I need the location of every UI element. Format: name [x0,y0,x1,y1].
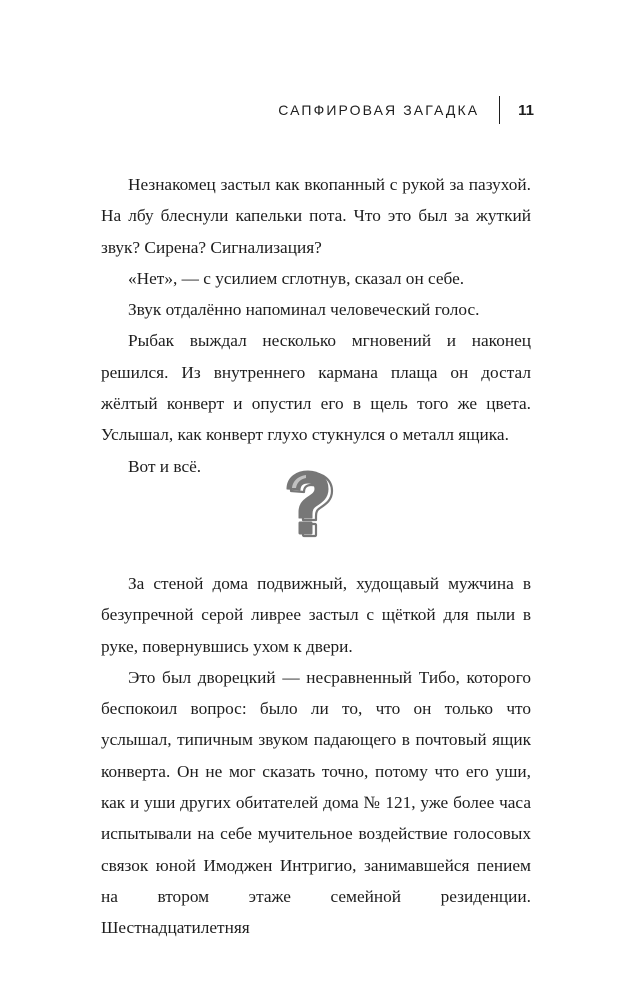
text-section-2 [101,568,531,944]
question-mark-ornament-icon [282,470,338,540]
running-title: САПФИРОВАЯ ЗАГАДКА [278,102,480,118]
paragraph: «Нет», — с усилием сглотнув, сказал он себе. [128,268,465,288]
paragraph: За стеной дома подвижный, худощавый мужчина в безупречной серой ливрее застыл с щёткой для пыли в руке, повернувшись ухом к двери. [101,574,531,656]
running-head-divider [499,96,500,124]
paragraph: Рыбак выждал несколько мгновений и наконец решился. Из внутреннего кармана плаща он достал жёлтый конверт и опустил его в щель того же цвета. Услышал, как конверт глухо стукнулся о металл ящика. [101,331,531,445]
text-section-1 [101,169,531,482]
page-number: 11 [518,101,534,119]
paragraph: Вот и всё. [128,456,202,476]
paragraph: Незнакомец застыл как вкопанный с рукой за пазухой. На лбу блеснули капельки пота. Что это был за жуткий звук? Сирена? Сигнализация? [101,175,531,257]
running-head [278,96,534,124]
paragraph: Звук отдалённо напоминал человеческий голос. [128,300,480,320]
paragraph: Это был дворецкий — несравненный Тибо, которого беспокоил вопрос: было ли то, что он только что услышал, типичным звуком падающего в почтовый ящик конверта. Он не мог сказать точно, потому что его уши, как и уши других обитателей дома № 121, уже более часа испытывали на себе мучительное воздействие голосовых связок юной Имоджен Интригио, занимавшейся пением на втором этаже семейной резиденции. Шестнадцатилетняя [101,667,531,938]
